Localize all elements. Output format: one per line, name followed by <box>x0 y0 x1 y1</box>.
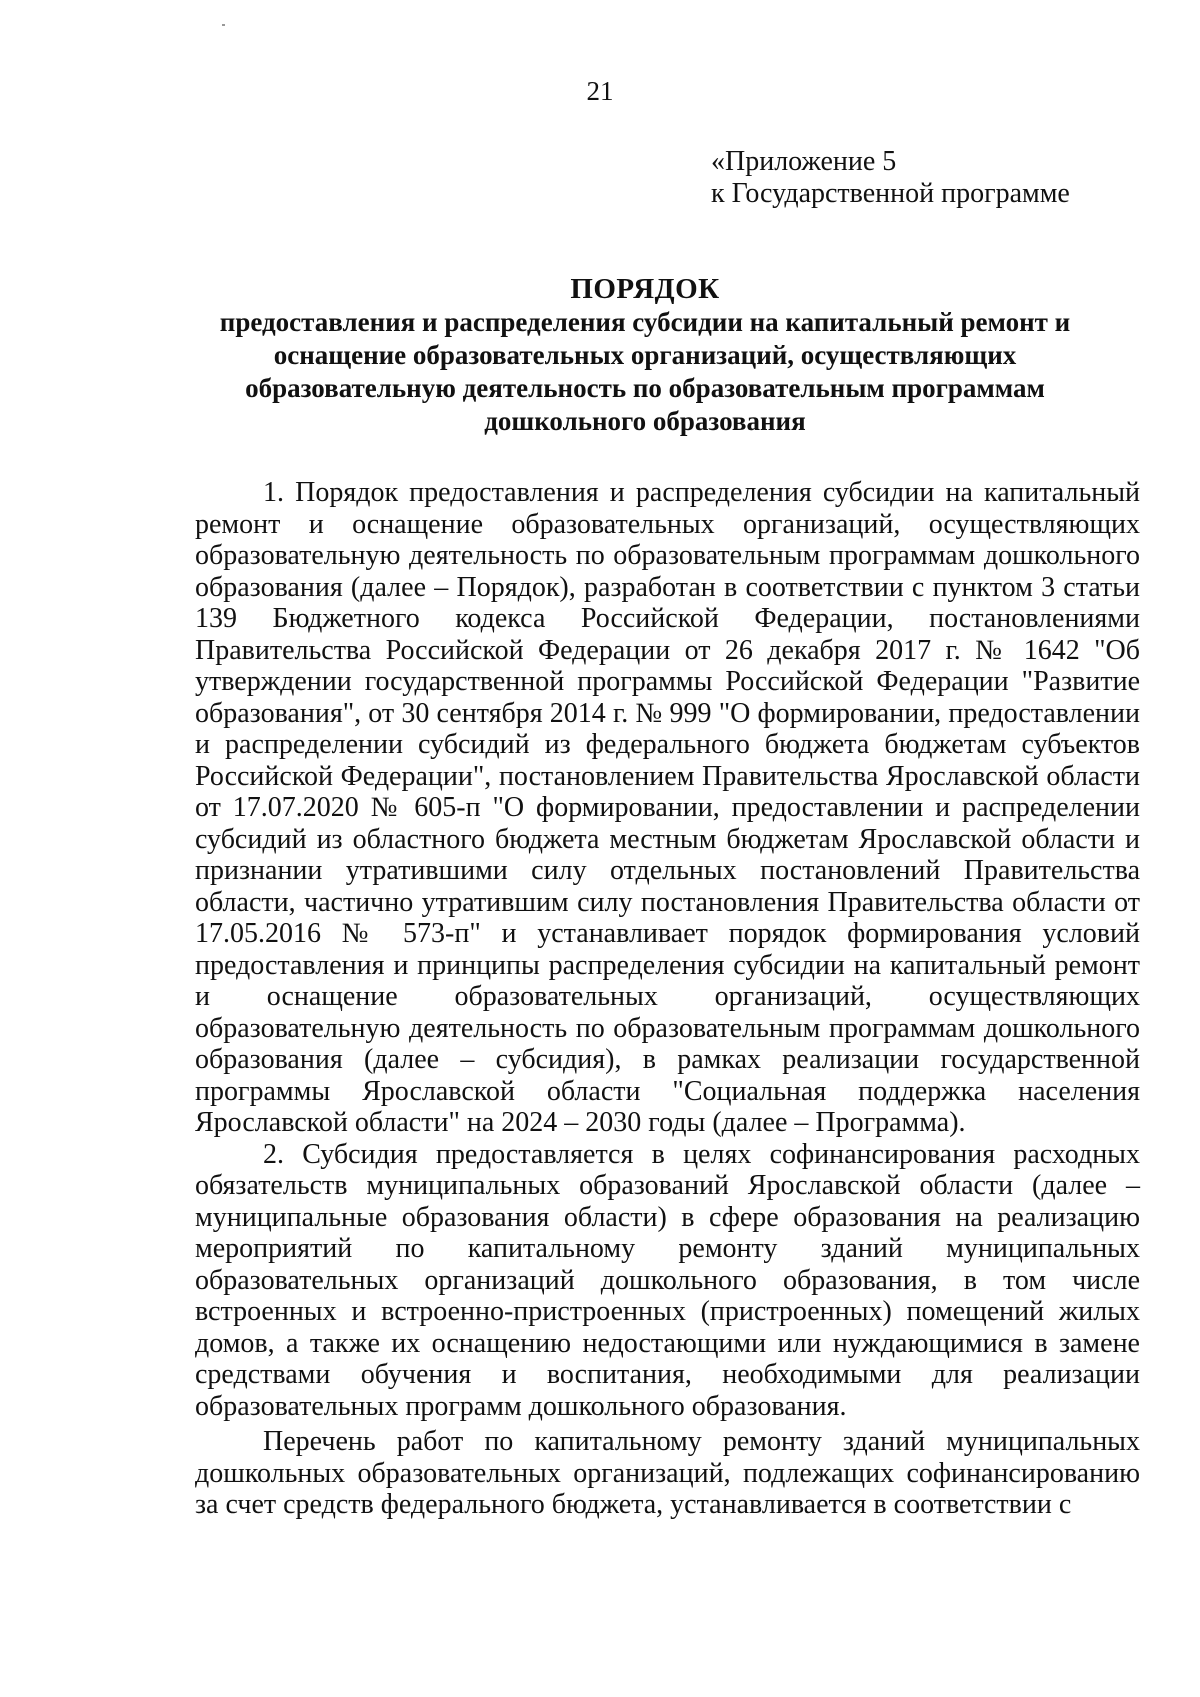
document-subtitle: предоставления и распределения субсидии на капитальный ремонт и оснащение образовательных организаций, осуществляющих образовательную деятельность по образовательным программам дошкольного образования <box>219 307 1071 436</box>
scan-artifact <box>222 24 225 26</box>
document-title-block <box>190 272 1100 438</box>
annex-line-1: «Приложение 5 <box>711 146 897 177</box>
annex-line-2: к Государственной программе <box>711 178 1070 209</box>
paragraph-1: 1. Порядок предоставления и распределения субсидии на капитальный ремонт и оснащение образовательных организаций, осуществляющих образовательную деятельность по образовательным программам дошкольного образования (далее – Порядок), разработан в соответствии с пунктом 3 статьи 139 Бюджетного кодекса Российской Федерации, постановлениями Правительства Российской Федерации от 26 декабря 2017 г. № 1642 "Об утверждении государственной программы Российской Федерации "Развитие образования", от 30 сентября 2014 г. № 999 "О формировании, предоставлении и распределении субсидий из федерального бюджета бюджетам субъектов Российской Федерации", постановлением Правительства Ярославской области от 17.07.2020 № 605-п "О формировании, предоставлении и распределении субсидий из областного бюджета местным бюджетам Ярославской области и признании утратившими силу отдельных постановлений Правительства области, частично утратившим силу постановления Правительства области от 17.05.2016 № 573-п" и устанавливает порядок формирования условий предоставления и принципы распределения субсидии на капитальный ремонт и оснащение образовательных организаций, осуществляющих образовательную деятельность по образовательным программам дошкольного образования (далее – субсидия), в рамках реализации государственной программы Ярославской области "Социальная поддержка населения Ярославской области" на 2024 – 2030 годы (далее – Программа). <box>195 477 1140 1138</box>
page-number: 21 <box>586 76 614 106</box>
document-title: ПОРЯДОК <box>570 273 720 305</box>
annex-reference <box>711 146 1070 210</box>
document-body <box>195 477 1140 1521</box>
paragraph-3: Перечень работ по капитальному ремонту зданий муниципальных дошкольных образовательных организаций, подлежащих софинансированию за счет средств федерального бюджета, устанавливается в соответствии с <box>195 1426 1140 1520</box>
paragraph-2: 2. Субсидия предоставляется в целях софинансирования расходных обязательств муниципальных образований Ярославской области (далее – муниципальные образования области) в сфере образования на реализацию мероприятий по капитальному ремонту зданий муниципальных образовательных организаций дошкольного образования, в том числе встроенных и встроенно-пристроенных (пристроенных) помещений жилых домов, а также их оснащению недостающими или нуждающимися в замене средствами обучения и воспитания, необходимыми для реализации образовательных программ дошкольного образования. <box>195 1138 1140 1422</box>
